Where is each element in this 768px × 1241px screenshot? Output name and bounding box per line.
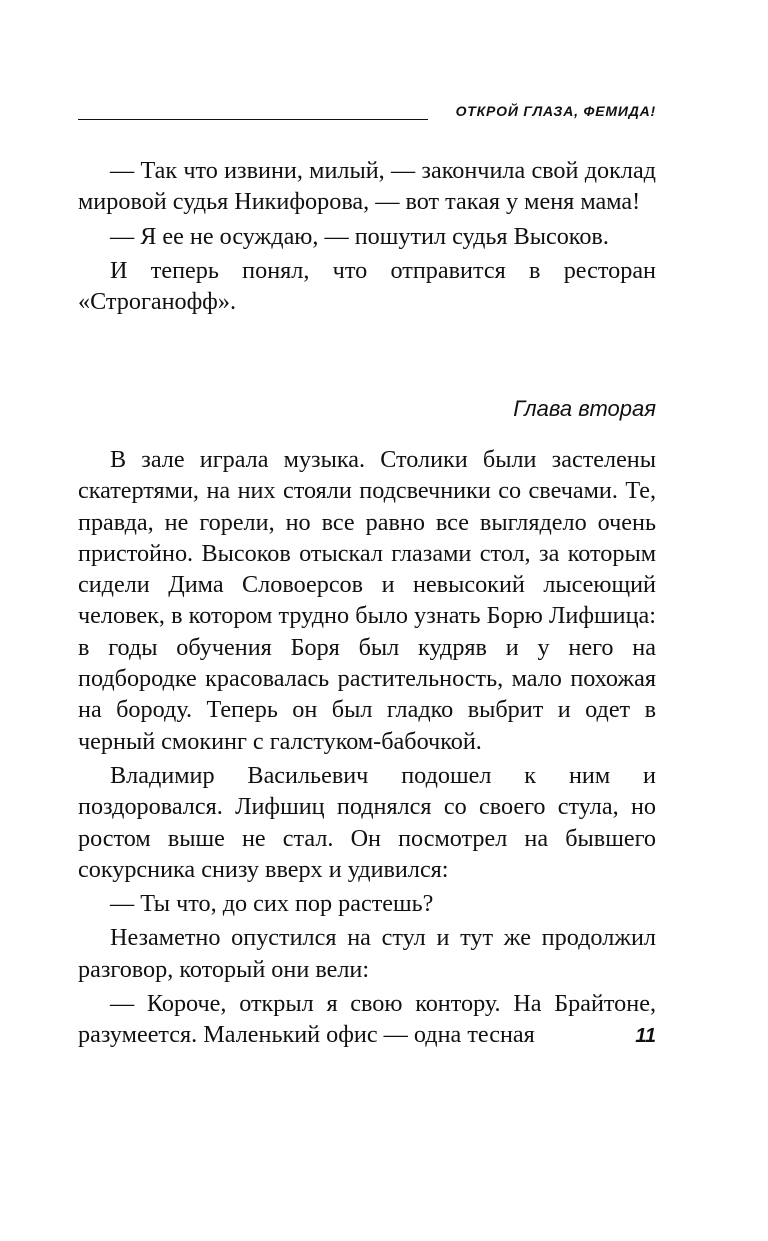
paragraph: Незаметно опустился на стул и тут же продолжил разговор, который они вели: [78,924,656,983]
paragraph: — Так что извини, милый, — закончила свой доклад мировой судья Никифорова, — вот такая у меня мама! [78,157,656,216]
text-block-main [78,444,656,1051]
chapter-title: Глава вторая [513,396,656,421]
book-title: ОТКРОЙ ГЛАЗА, ФЕМИДА! [455,103,656,119]
header-rule [78,119,428,120]
paragraph: — Короче, открыл я свою контору. На Брайтоне, разумеется. Маленький офис — одна тесная [78,990,656,1049]
paragraph: Владимир Васильевич подошел к ним и поздоровался. Лифшиц поднялся со своего стула, но ростом выше не стал. Он посмотрел на бывшего сокурсника снизу вверх и удивился: [78,761,656,883]
paragraph: В зале играла музыка. Столики были застелены скатертями, на них стояли подсвечники со свечами. Те, правда, не горели, но все равно все выглядело очень пристойно. Высоков отыскал глазами стол, за которым сидели Дима Словоерсов и невысокий лысеющий человек, в котором трудно было узнать Борю Лифшица: в годы обучения Боря был кудряв и у него на подбородке красовалась растительность, мало похожая на бороду. Теперь он был гладко выбрит и одет в черный смокинг с галстуком-бабочкой. [78,446,656,755]
text-block-top [78,155,656,317]
running-header [78,100,656,124]
paragraph: — Я ее не осуждаю, — пошутил судья Высоков. [110,222,609,250]
paragraph: — Ты что, до сих пор растешь? [110,890,434,918]
page-number: 11 [635,1025,656,1047]
paragraph: И теперь понял, что отправится в ресторан «Строганофф». [78,256,656,316]
